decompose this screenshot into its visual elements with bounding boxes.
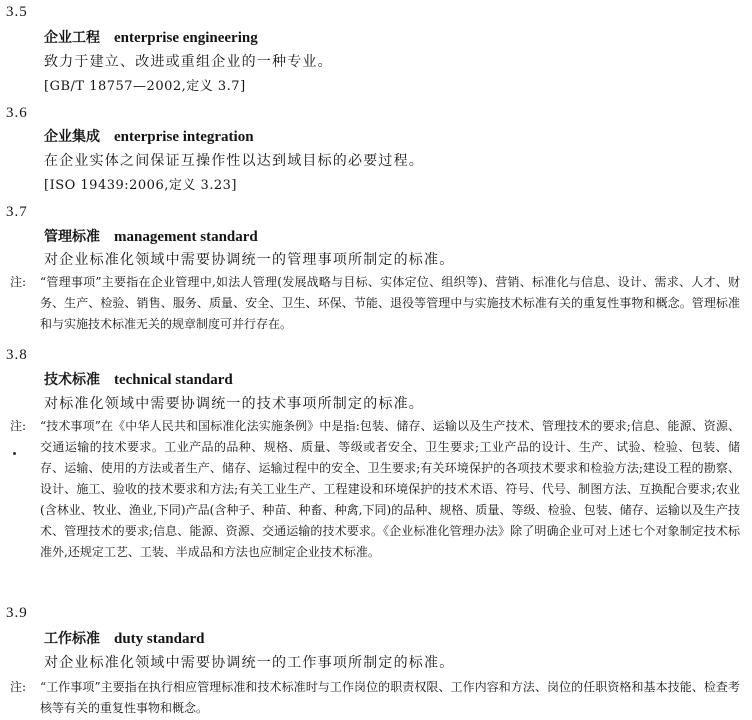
term-3-6	[44, 128, 254, 146]
definition-3-6: 在企业实体之间保证互操作性以达到域目标的必要过程。	[44, 153, 424, 169]
term-en: enterprise integration	[114, 129, 254, 145]
clause-number-3-7: 3.7	[6, 204, 28, 220]
definition-3-8: 对标准化领域中需要协调统一的技术事项所制定的标准。	[44, 396, 424, 412]
term-3-7	[44, 228, 258, 246]
term-en: enterprise engineering	[114, 30, 258, 46]
note-text: “技术事项”在《中华人民共和国标准化法实施条例》中是指:包装、储存、运输以及生产技术、管理技术的要求;信息、能源、资源、交通运输的技术要求。工业产品的品种、规格、质量、等级或者安全、卫生要求;工业产品的设计、生产、试验、检验、包装、储存、运输、使用的方法或者生产、储存、运输过程中的安全、卫生要求;有关环境保护的各项技术要求和检验方法;建设工程的勘察、设计、施工、验收的技术要求和方法;有关工业生产、工程建设和环境保护的技术术语、符号、代号、制图方法、互换配合要求;农业(含林业、牧业、渔业,下同)产品(含种子、种苗、种畜、种禽,下同)的品种、规格、质量、等级、检验、包装、储存、运输以及生产技术、管理技术的要求;信息、能源、资源、交通运输的技术要求。《企业标准化管理办法》除了明确企业可对上述七个对象制定技术标准外,还规定工艺、工装、半成品和方法也应制定企业技术标准。	[40, 419, 740, 559]
definition-3-5: 致力于建立、改进或重组企业的一种专业。	[44, 54, 333, 70]
note-label: 注:	[10, 275, 27, 289]
note-text: “管理事项”主要指在企业管理中,如法人管理(发展战略与目标、实体定位、组织等)、营销、标准化与信息、设计、需求、人才、财务、生产、检验、销售、服务、质量、安全、卫生、环保、节能、退役等管理中与实施技术标准有关的重复性事物和概念。管理标准和与实施技术标准无关的规章制度可并行存在。	[40, 275, 740, 331]
scan-speck	[13, 452, 16, 455]
term-zh: 企业集成	[44, 129, 100, 145]
source-3-6: [ISO 19439:2006,定义 3.23]	[44, 178, 238, 193]
definition-3-9: 对企业标准化领域中需要协调统一的工作事项所制定的标准。	[44, 655, 455, 671]
definition-3-7: 对企业标准化领域中需要协调统一的管理事项所制定的标准。	[44, 252, 455, 268]
term-en: technical standard	[114, 372, 233, 388]
term-3-9	[44, 630, 204, 648]
note-3-9	[10, 677, 740, 719]
note-label: 注:	[10, 680, 27, 694]
note-label: 注:	[10, 419, 27, 433]
term-zh: 工作标准	[44, 631, 100, 647]
source-3-5: [GB/T 18757—2002,定义 3.7]	[44, 79, 246, 94]
term-zh: 技术标准	[44, 372, 100, 388]
term-zh: 企业工程	[44, 30, 100, 46]
clause-number-3-6: 3.6	[6, 105, 28, 121]
term-3-5	[44, 29, 258, 47]
note-3-8	[10, 416, 740, 563]
term-3-8	[44, 371, 233, 389]
term-en: management standard	[114, 229, 258, 245]
clause-number-3-8: 3.8	[6, 347, 28, 363]
note-text: “工作事项”主要指在执行相应管理标准和技术标准时与工作岗位的职责权限、工作内容和方法、岗位的任职资格和基本技能、检查考核等有关的重复性事物和概念。	[40, 680, 740, 715]
clause-number-3-9: 3.9	[6, 605, 28, 621]
term-en: duty standard	[114, 631, 205, 647]
term-zh: 管理标准	[44, 229, 100, 245]
note-3-7	[10, 272, 740, 335]
clause-number-3-5: 3.5	[6, 4, 28, 20]
